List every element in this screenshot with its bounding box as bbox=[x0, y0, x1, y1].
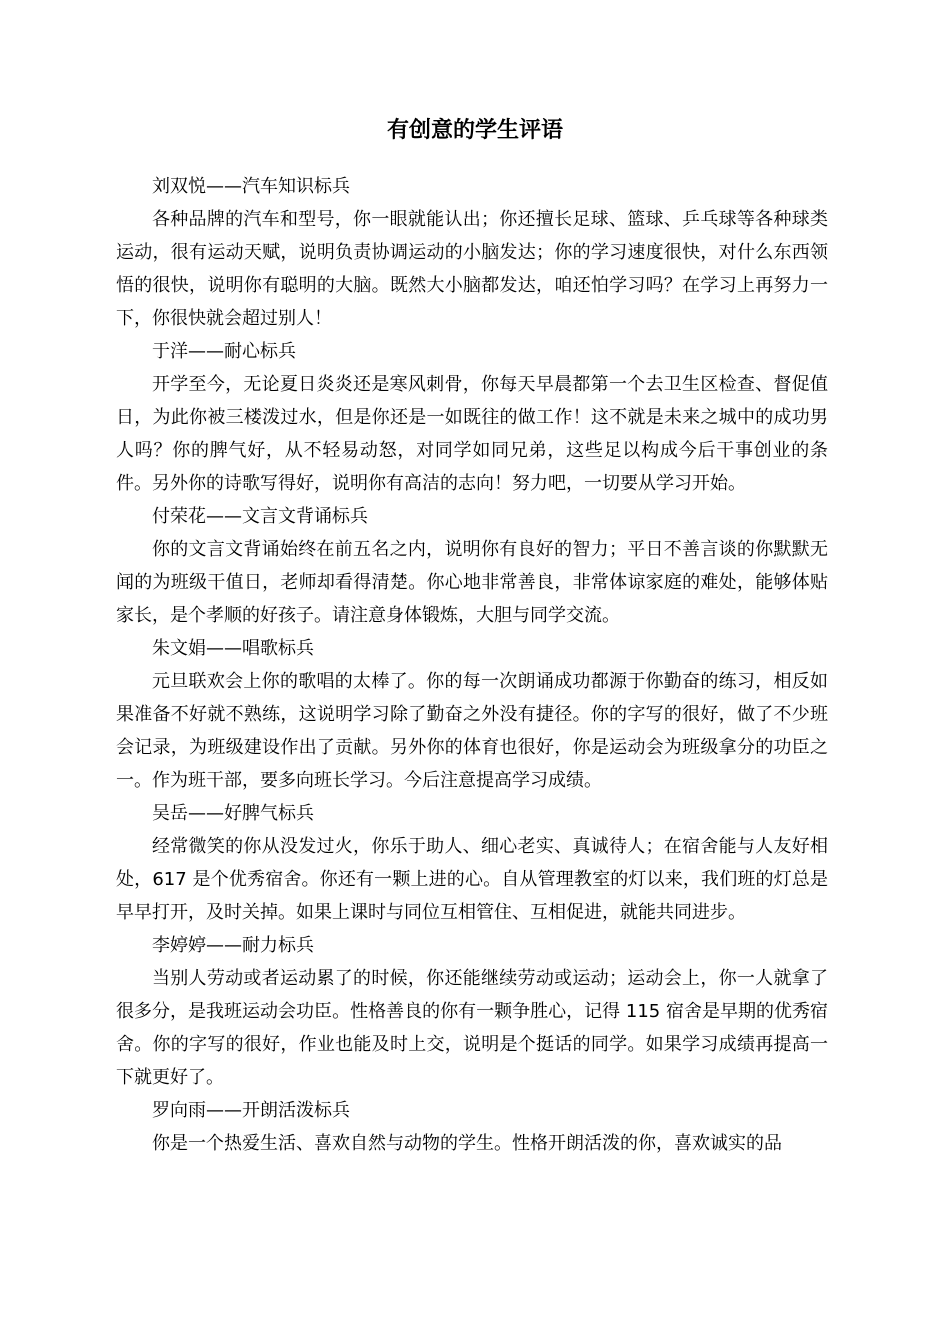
entry-name: 罗向雨——开朗活泼标兵 bbox=[152, 1100, 350, 1121]
entry-name: 李婷婷——耐力标兵 bbox=[152, 935, 314, 956]
entry-text: 经常微笑的你从没发过火，你乐于助人、细心老实、真诚待人；在宿舍能与人友好相处，617 是个优秀宿舍。你还有一颗上进的心。自从管理教室的灯以来，我们班的灯总是早早打开，及时关掉。如果上课时与同位互相管住、互相促进，就能共同进步。 bbox=[116, 836, 828, 923]
entry-name: 吴岳——好脾气标兵 bbox=[152, 803, 314, 824]
entry-text: 当别人劳动或者运动累了的时候，你还能继续劳动或运动；运动会上，你一人就拿了很多分，是我班运动会功臣。性格善良的你有一颗争胜心，记得 115 宿舍是早期的优秀宿舍。你的字写的很好，作业也能及时上交，说明是个挺话的同学。如果学习成绩再提高一下就更好了。 bbox=[116, 968, 828, 1088]
entry-text: 各种品牌的汽车和型号，你一眼就能认出；你还擅长足球、篮球、乒乓球等各种球类运动，很有运动天赋，说明负责协调运动的小脑发达；你的学习速度很快，对什么东西领悟的很快，说明你有聪明的大脑。既然大小脑都发达，咱还怕学习吗？在学习上再努力一下，你很快就会超过别人！ bbox=[116, 209, 828, 329]
entry-text: 你的文言文背诵始终在前五名之内，说明你有良好的智力；平日不善言谈的你默默无闻的为班级干值日，老师却看得清楚。你心地非常善良，非常体谅家庭的难处，能够体贴家长，是个孝顺的好孩子。请注意身体锻炼，大胆与同学交流。 bbox=[116, 539, 828, 626]
entry-name: 于洋——耐心标兵 bbox=[152, 341, 296, 362]
entry-text: 开学至今，无论夏日炎炎还是寒风刺骨，你每天早晨都第一个去卫生区检查、督促值日，为此你被三楼泼过水，但是你还是一如既往的做工作！这不就是未来之城中的成功男人吗？你的脾气好，从不轻易动怒，对同学如同兄弟，这些足以构成今后干事创业的条件。另外你的诗歌写得好，说明你有高洁的志向！努力吧，一切要从学习开始。 bbox=[116, 374, 828, 494]
entry-name: 朱文娟——唱歌标兵 bbox=[152, 638, 314, 659]
entry-text: 你是一个热爱生活、喜欢自然与动物的学生。性格开朗活泼的你，喜欢诚实的品 bbox=[152, 1133, 782, 1154]
document-title: 有创意的学生评语 bbox=[386, 118, 563, 143]
document-body bbox=[116, 170, 828, 1160]
entry-name: 刘双悦——汽车知识标兵 bbox=[152, 176, 350, 197]
entry-text: 元旦联欢会上你的歌唱的太棒了。你的每一次朗诵成功都源于你勤奋的练习，相反如果准备不好就不熟练，这说明学习除了勤奋之外没有捷径。你的字写的很好，做了不少班会记录，为班级建设作出了贡献。另外你的体育也很好，你是运动会为班级拿分的功臣之一。作为班干部，要多向班长学习。今后注意提高学习成绩。 bbox=[116, 671, 828, 791]
entry-name: 付荣花——文言文背诵标兵 bbox=[152, 506, 368, 527]
